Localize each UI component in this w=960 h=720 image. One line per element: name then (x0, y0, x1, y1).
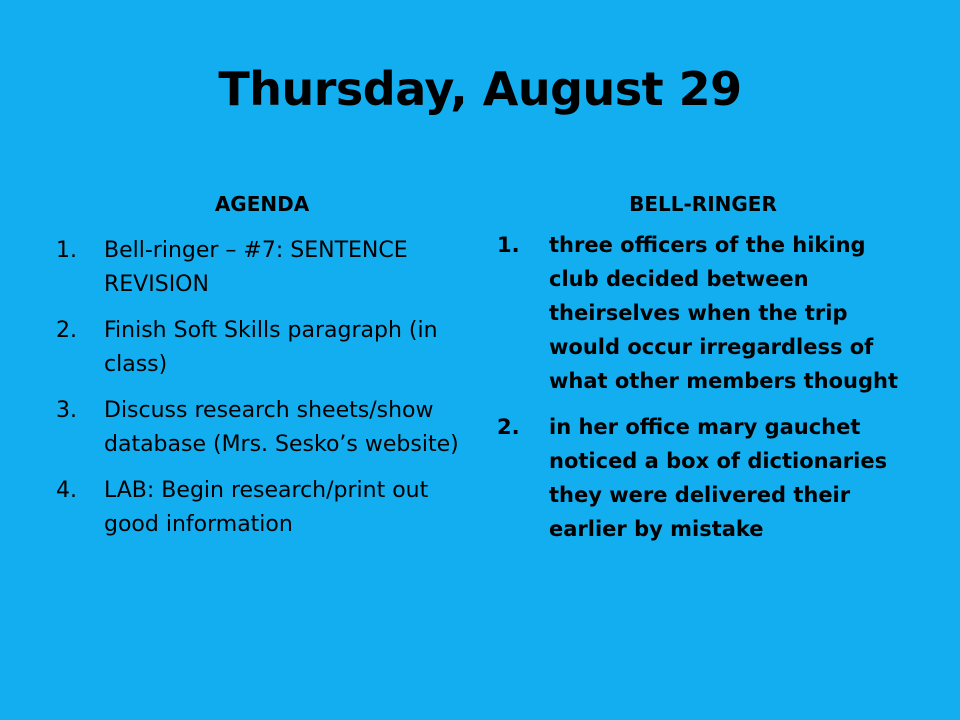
agenda-item (56, 394, 468, 462)
bell-ringer-item (497, 228, 909, 398)
agenda-heading: AGENDA (214, 192, 310, 216)
agenda-item-text: Finish Soft Skills paragraph (in class) (104, 318, 438, 377)
bell-ringer-column (497, 192, 909, 558)
bell-ringer-item-text: three officers of the hiking club decided between theirselves when the trip would occur irregardless of what other members thought (549, 233, 899, 393)
agenda-item (56, 314, 468, 382)
agenda-list (56, 234, 468, 542)
bell-ringer-heading: BELL-RINGER (629, 192, 777, 216)
bell-ringer-item-text: in her office mary gauchet noticed a box of dictionaries they were delivered their earlier by mistake (549, 415, 888, 541)
agenda-item-text: Bell-ringer – #7: SENTENCE REVISION (104, 238, 408, 297)
agenda-item-number: 1. (56, 238, 77, 263)
bell-ringer-item (497, 410, 909, 546)
agenda-item-number: 2. (56, 318, 77, 343)
agenda-item (56, 474, 468, 542)
bell-ringer-item-number: 1. (497, 233, 520, 257)
agenda-item-number: 3. (56, 398, 77, 423)
bell-ringer-list (497, 228, 909, 546)
slide-title: Thursday, August 29 (218, 62, 742, 116)
agenda-item (56, 234, 468, 302)
agenda-item-text: Discuss research sheets/show database (Mrs. Sesko’s website) (104, 398, 459, 457)
agenda-item-text: LAB: Begin research/print out good information (104, 478, 429, 537)
agenda-item-number: 4. (56, 478, 77, 503)
bell-ringer-item-number: 2. (497, 415, 520, 439)
agenda-column (56, 192, 468, 554)
